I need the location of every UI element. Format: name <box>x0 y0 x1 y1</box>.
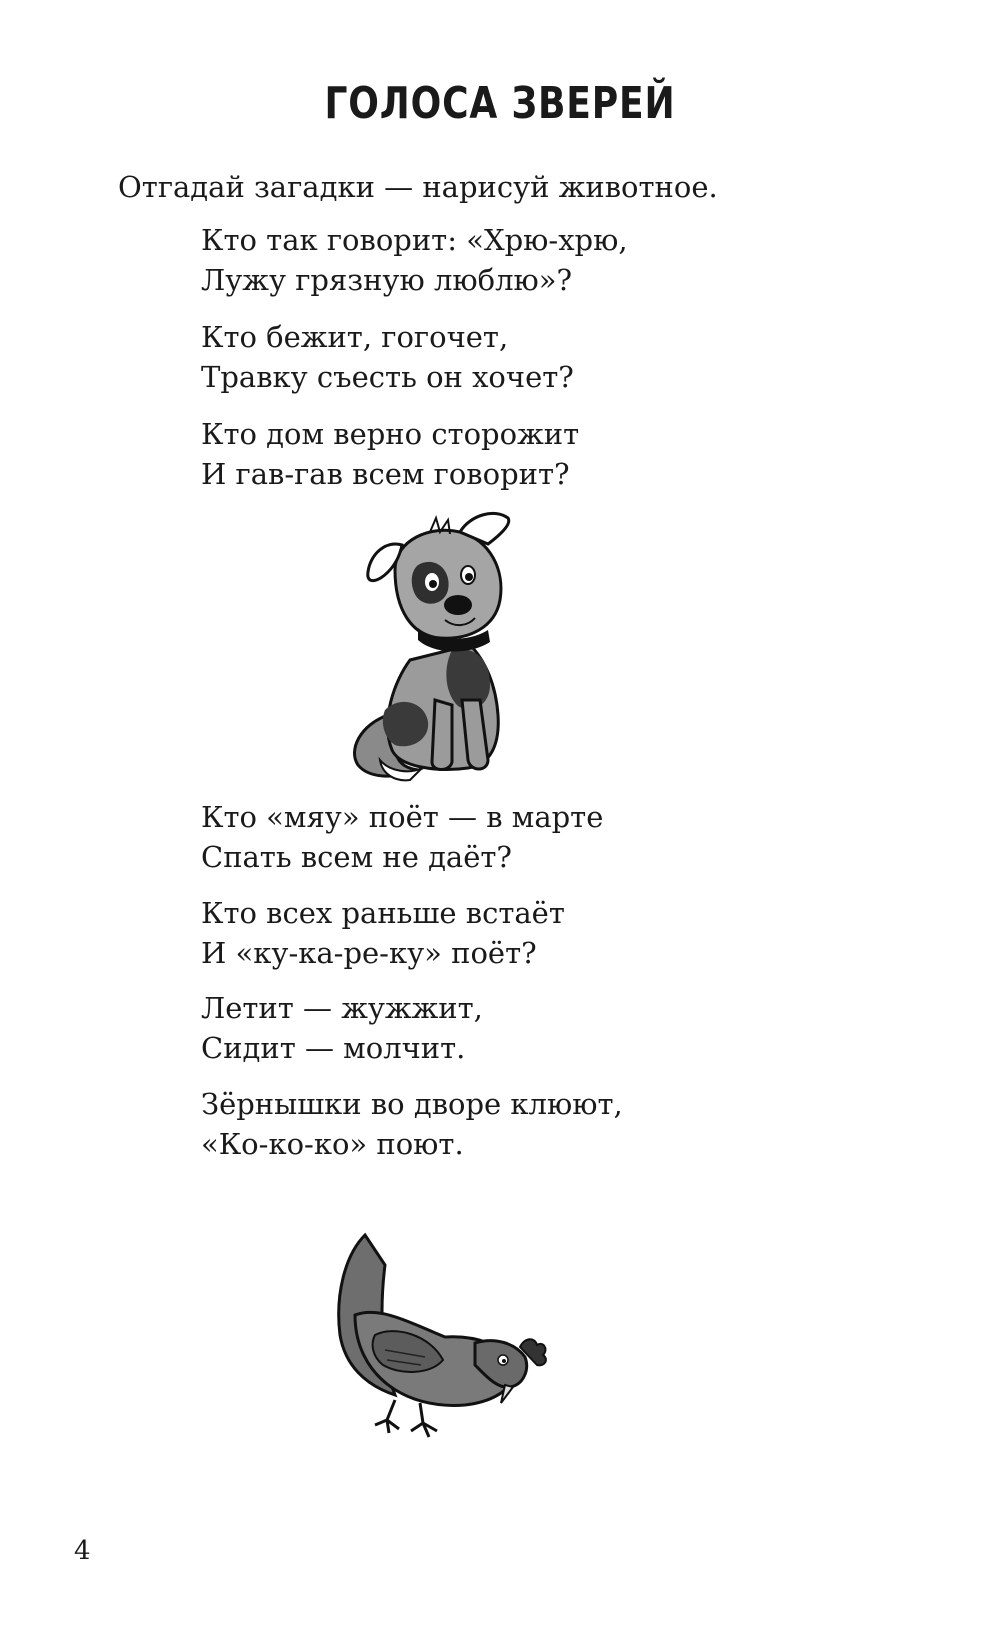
riddle-line: И «ку-ка-ре-ку» поёт? <box>201 936 537 970</box>
riddle-line: Травку съесть он хочет? <box>201 360 574 394</box>
riddle-6 <box>201 988 483 1068</box>
riddle-line: Кто «мяу» поёт — в марте <box>201 800 604 834</box>
riddle-3 <box>201 414 579 494</box>
riddle-line: Сидит — молчит. <box>201 1031 466 1065</box>
riddle-7 <box>201 1084 623 1164</box>
hen-illustration <box>325 1225 555 1455</box>
riddle-4 <box>201 797 603 877</box>
instruction-text: Отгадай загадки — нарисуй животное. <box>118 170 718 204</box>
riddle-line: «Ко-ко-ко» поют. <box>201 1127 464 1161</box>
riddle-line: Кто бежит, гогочет, <box>201 320 509 354</box>
riddle-line: Лужу грязную люблю»? <box>201 263 573 297</box>
riddle-line: Зёрнышки во дворе клюют, <box>201 1087 623 1121</box>
riddle-2 <box>201 317 574 397</box>
riddle-line: И гав-гав всем говорит? <box>201 457 570 491</box>
riddle-line: Кто всех раньше встаёт <box>201 896 565 930</box>
dog-illustration <box>340 510 530 790</box>
riddle-line: Кто дом верно сторожит <box>201 417 580 451</box>
riddle-line: Летит — жужжит, <box>201 991 483 1025</box>
riddle-5 <box>201 893 565 973</box>
riddle-line: Спать всем не даёт? <box>201 840 512 874</box>
riddle-line: Кто так говорит: «Хрю-хрю, <box>201 223 628 257</box>
riddle-1 <box>201 220 628 300</box>
page-number: 4 <box>74 1536 91 1566</box>
page-title: ГОЛОСА ЗВЕРЕЙ <box>324 78 676 129</box>
